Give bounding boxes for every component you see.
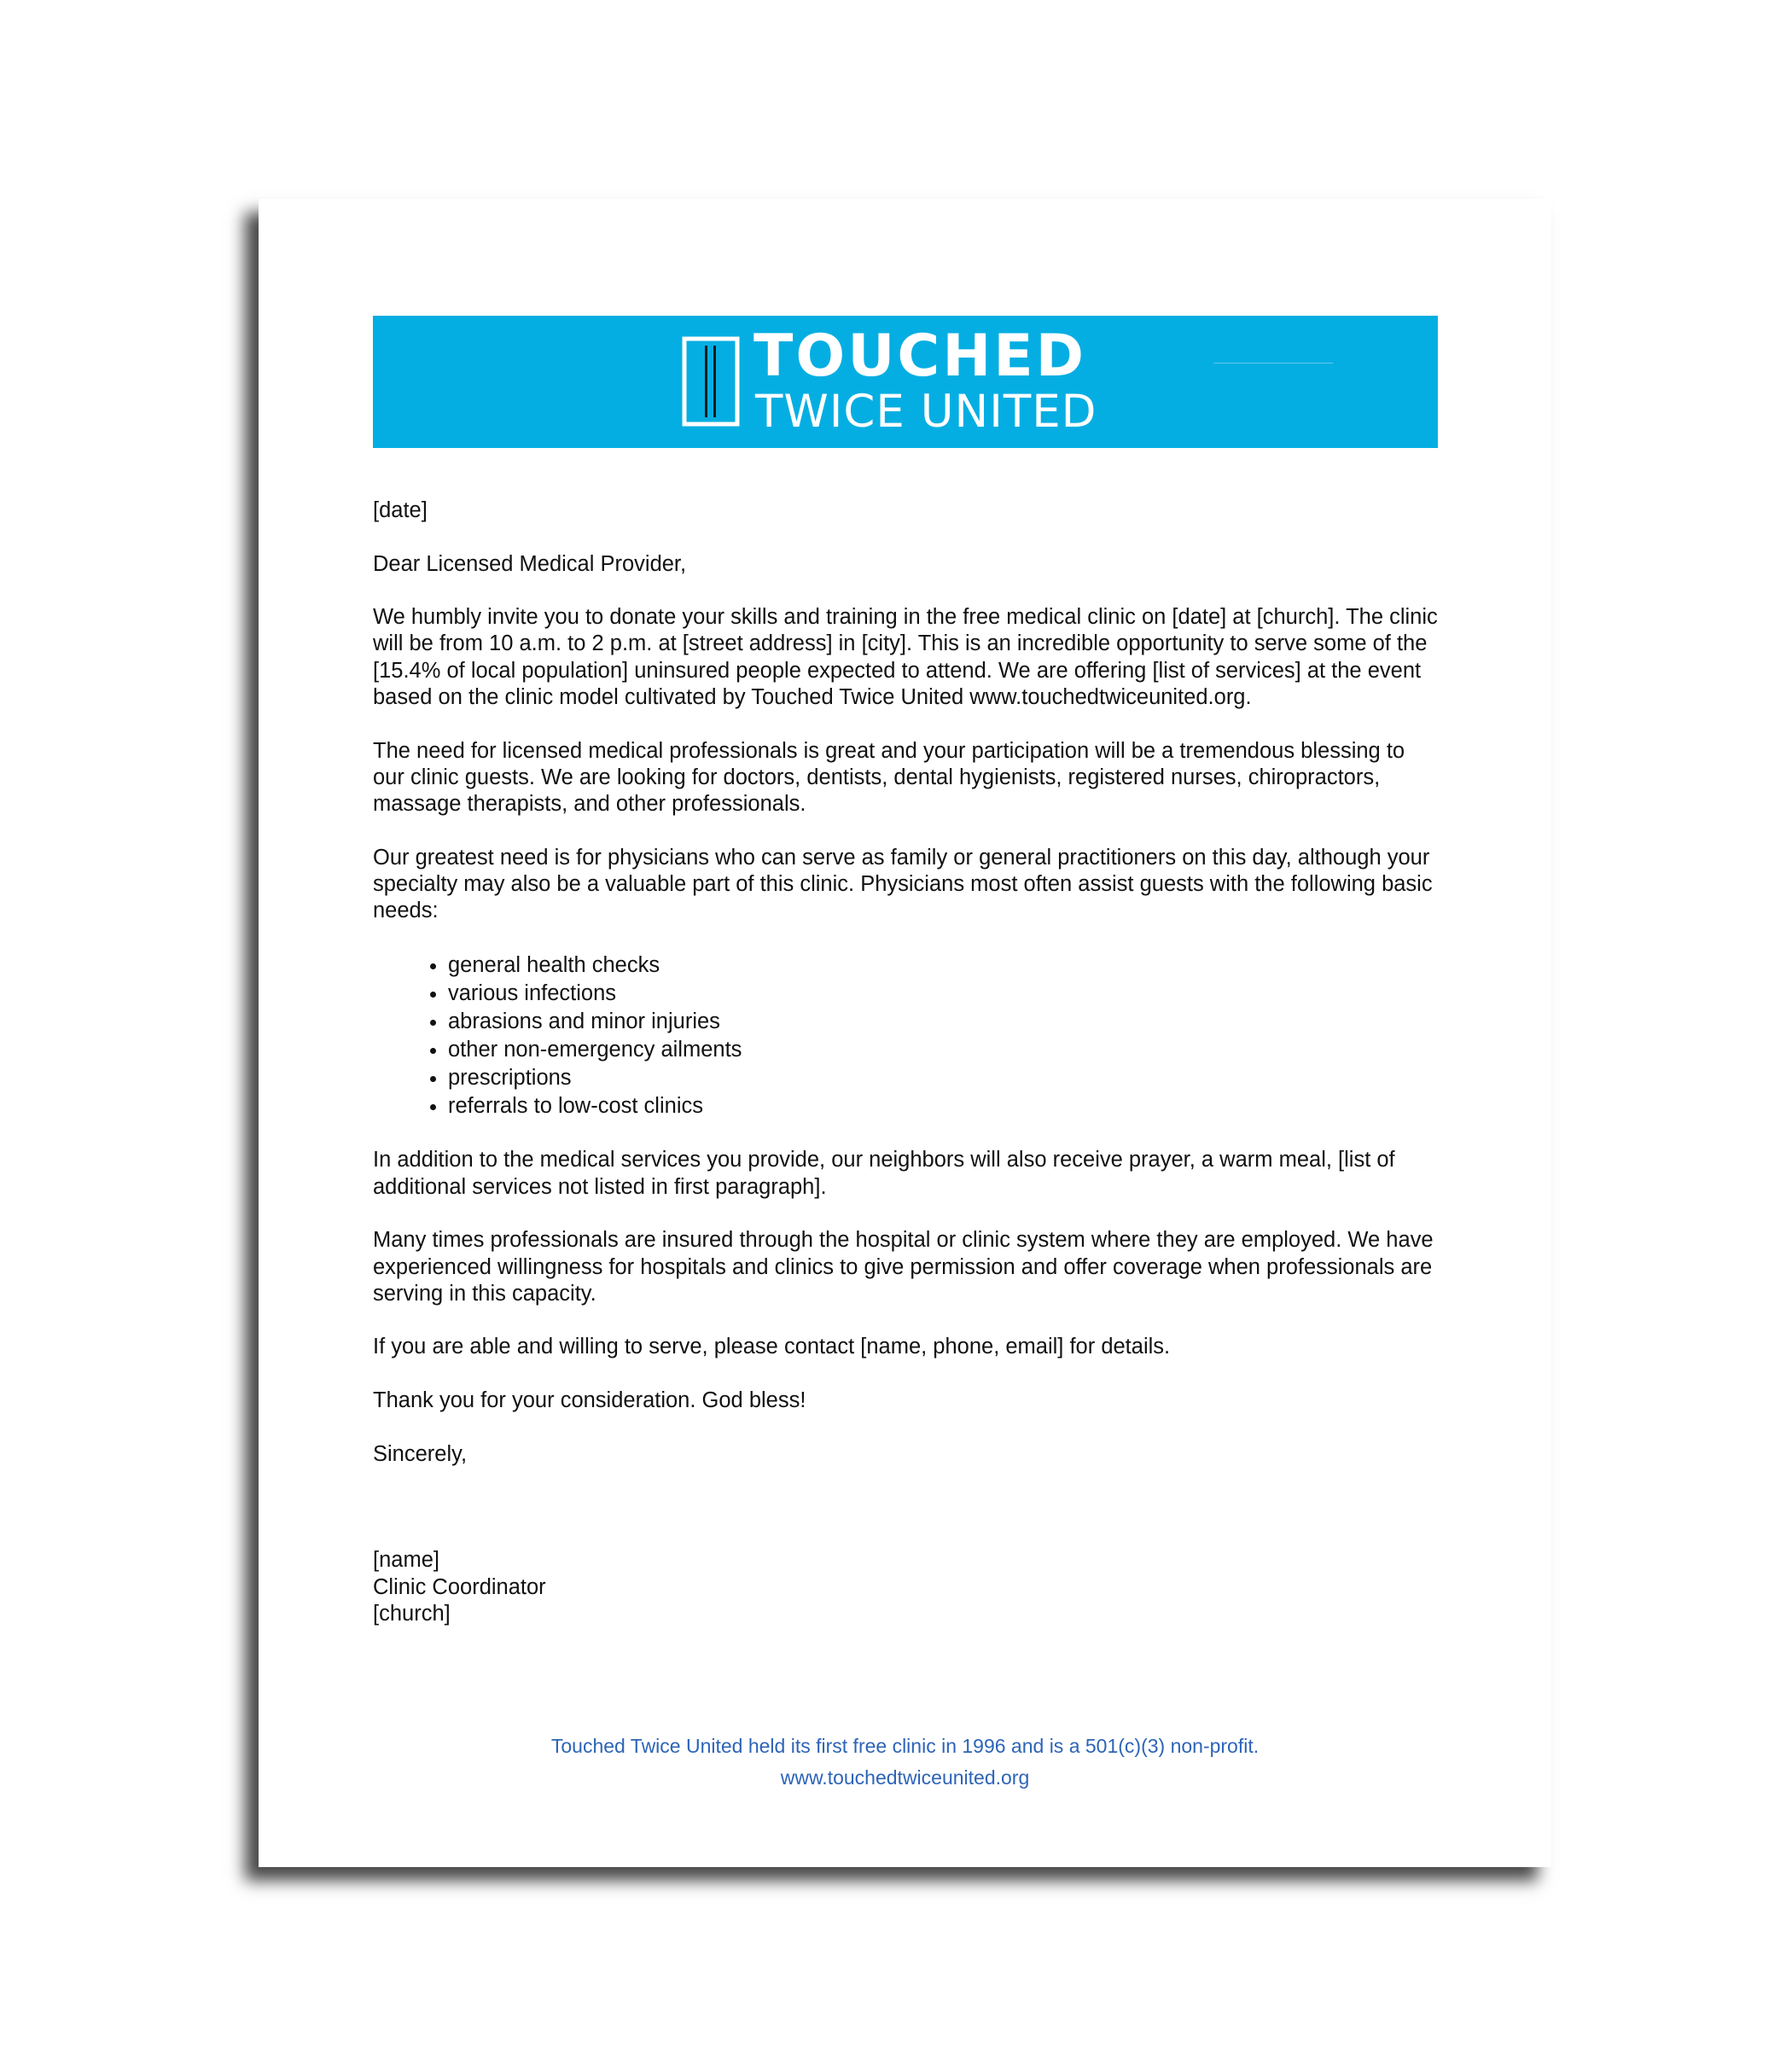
- double-bar-logo-icon: [681, 335, 741, 428]
- signature-org: [church]: [373, 1601, 451, 1626]
- list-item: • abrasions and minor injuries: [448, 1008, 1440, 1036]
- paragraph-thanks: Thank you for your consideration. God bless!: [373, 1388, 806, 1413]
- signature-block: [373, 1547, 1440, 1627]
- paragraph-need: The need for licensed medical professionals is great and your participation will be a tremendous blessing to our clinic guests. We are looking for doctors, dentists, dental hygienists, registered nurses, chiropractors, massage therapists, and other professionals.: [373, 738, 1405, 817]
- signature-role: Clinic Coordinator: [373, 1574, 546, 1599]
- needs-list: [373, 951, 1440, 1120]
- paragraph-physicians: Our greatest need is for physicians who can serve as family or general practitioners on this day, although your specialty may also be a valuable part of this clinic. Physicians most often assist guests with the following basic needs:: [373, 845, 1433, 923]
- letter-body: [373, 497, 1440, 1627]
- list-item: • other non-emergency ailments: [448, 1036, 1440, 1064]
- letterhead-banner: [373, 316, 1438, 448]
- signature-name: [name]: [373, 1548, 439, 1573]
- letter-closing: Sincerely,: [373, 1441, 468, 1466]
- footer-website: www.touchedtwiceunited.org: [780, 1766, 1030, 1789]
- list-item: • prescriptions: [448, 1064, 1440, 1092]
- letter-page: [259, 199, 1551, 1867]
- paragraph-contact: If you are able and willing to serve, please contact [name, phone, email] for details.: [373, 1335, 1171, 1359]
- letter-date: [date]: [373, 498, 428, 522]
- list-item: • referrals to low-cost clinics: [448, 1092, 1440, 1120]
- brand-subtitle: TWICE UNITED: [755, 386, 1097, 438]
- letter-footer: [259, 1731, 1551, 1794]
- brand-title: TOUCHED: [753, 323, 1087, 390]
- footer-statement: Touched Twice United held its first free clinic in 1996 and is a 501(c)(3) non-profit.: [550, 1735, 1260, 1757]
- paragraph-invitation: We humbly invite you to donate your skills and training in the free medical clinic on [date] at [church]. The clinic will be from 10 a.m. to 2 p.m. at [street address] in [city]. This is an incredible opportunity to serve some of the [15.4% of local population] uninsured people expected to attend. We are offering [list of services] at the event based on the clinic model cultivated by Touched Twice United www.touchedtwiceunited.org.: [373, 605, 1438, 710]
- paragraph-insurance: Many times professionals are insured through the hospital or clinic system where they are employed. We have experienced willingness for hospitals and clinics to give permission and offer coverage when professionals are serving in this capacity.: [373, 1228, 1434, 1306]
- banner-divider: [1213, 363, 1333, 364]
- signature-space: [373, 1494, 1440, 1547]
- list-item: • general health checks: [448, 951, 1440, 980]
- letter-salutation: Dear Licensed Medical Provider,: [373, 551, 687, 576]
- list-item: • various infections: [448, 980, 1440, 1008]
- paragraph-additional-services: In addition to the medical services you provide, our neighbors will also receive prayer, a warm meal, [list of additional services not listed in first paragraph].: [373, 1148, 1395, 1199]
